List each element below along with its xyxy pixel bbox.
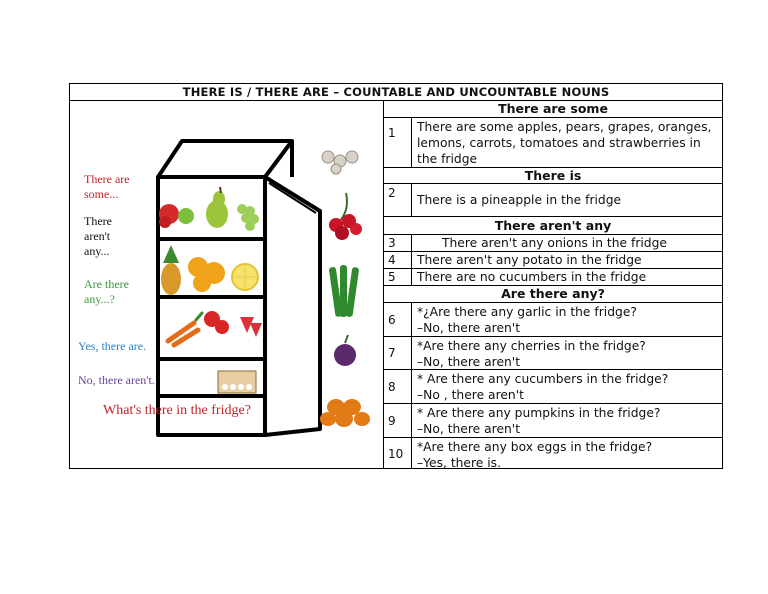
row-number: 3: [384, 235, 412, 251]
table-row: [384, 404, 722, 438]
fridge-illustration-panel: [70, 101, 384, 469]
row-number: 1: [384, 118, 412, 167]
egg-box-icon: [218, 371, 256, 393]
pumpkins-icon: [320, 399, 370, 427]
table-row: [384, 269, 722, 286]
row-number: 5: [384, 269, 412, 285]
table-row: [384, 184, 722, 217]
table-row: [384, 337, 722, 370]
oranges-icon: [188, 257, 225, 292]
label-no-there-arent: No, there aren't.: [78, 373, 155, 387]
section-heading: There are some: [384, 101, 722, 118]
row-text: *Are there any box eggs in the fridge? –Yes, there is.: [417, 440, 653, 470]
row-number: 10: [384, 438, 412, 469]
strawberries-icon: [240, 317, 262, 337]
worksheet: [69, 83, 723, 469]
table-row: [384, 303, 722, 337]
row-text: There are some apples, pears, grapes, oranges, lemons, carrots, tomatoes and strawberries in the fridge: [417, 120, 712, 166]
lemon-icon: [232, 264, 258, 290]
row-text: * Are there any pumpkins in the fridge? –No, there aren't: [417, 406, 661, 436]
tomatoes-icon: [204, 311, 229, 334]
label-there-are-some: There are some...: [84, 172, 130, 201]
row-text: There are no cucumbers in the fridge: [417, 270, 647, 284]
row-number: 4: [384, 252, 412, 268]
row-text: There is a pineapple in the fridge: [417, 193, 622, 207]
table-row: [384, 370, 722, 404]
section-heading: There aren't any: [384, 217, 722, 235]
label-yes-there-are: Yes, there are.: [78, 339, 147, 353]
cherries-icon: [329, 193, 362, 240]
table-row: [384, 438, 722, 469]
table-row: [384, 118, 722, 168]
pineapple-icon: [161, 245, 181, 295]
row-text: There aren't any potato in the fridge: [417, 253, 642, 267]
row-number: 2: [384, 184, 412, 216]
section-heading: There is: [384, 168, 722, 184]
apples-icon: [159, 204, 194, 228]
picture-caption: What's there in the fridge?: [103, 403, 251, 418]
table-row: [384, 252, 722, 269]
label-there-arent-any: There aren't any...: [84, 214, 112, 258]
row-text: There aren't any onions in the fridge: [442, 236, 667, 250]
table-row: [384, 235, 722, 252]
row-number: 9: [384, 404, 412, 437]
row-number: 6: [384, 303, 412, 336]
plum-icon: [334, 335, 356, 366]
row-text: *Are there any cherries in the fridge? –No, there aren't: [417, 339, 646, 369]
grapes-icon: [237, 204, 259, 231]
row-number: 7: [384, 337, 412, 369]
row-text: *¿Are there any garlic in the fridge? –No, there aren't: [417, 305, 637, 335]
garlic-icon: [322, 151, 358, 174]
label-are-there-any: Are there any...?: [84, 277, 129, 306]
row-text: * Are there any cucumbers in the fridge? –No , there aren't: [417, 372, 669, 402]
cucumbers-icon: [329, 265, 360, 317]
row-number: 8: [384, 370, 412, 403]
section-heading: Are there any?: [384, 286, 722, 303]
pear-icon: [206, 187, 228, 228]
worksheet-title: THERE IS / THERE ARE – COUNTABLE AND UNCOUNTABLE NOUNS: [70, 84, 722, 101]
